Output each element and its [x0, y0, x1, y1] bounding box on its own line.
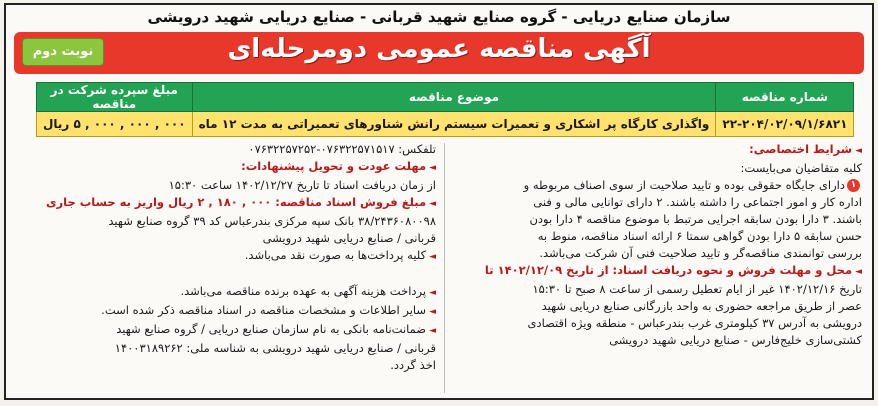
- text-line: [16, 230, 436, 247]
- line-text: تلفکس: ۰۷۶۳۲۲۵۷۱۵۱۷-۰۷۶۳۲۲۵۷۲۵۲: [248, 142, 436, 156]
- text-line: [435, 262, 862, 281]
- text-line: [435, 160, 862, 177]
- line-text: کلیه متقاضیان می‌بایست:: [740, 161, 862, 175]
- line-text: اداره کار و امور اجتماعی را داشته باشند. ۲ دارای توانایی مالی و فنی: [533, 195, 862, 209]
- text-line: [16, 213, 436, 230]
- bullet-arrow-icon: ◄: [429, 252, 436, 262]
- tender-subject: واگذاری کارگاه پر اشکاری و تعمیرات سیستم رانش شناورهای تعمیراتی به مدت ۱۲ ماه: [192, 112, 716, 137]
- line-text: ضمانت‌نامه بانکی به نام سازمان صنایع دریایی / گروه صنایع شهید: [116, 322, 427, 336]
- section-heading: مبلغ فروش اسناد مناقصه: ۰۰۰ , ۱۸۰ , ۲ ریال واریز به حساب جاری: [45, 195, 427, 209]
- line-text: دارای جایگاه حقوقی بوده و تایید صلاحیت از سوی اصناف مربوطه و: [523, 178, 845, 192]
- text-line: [16, 321, 436, 340]
- text-line: [16, 194, 436, 213]
- title-banner: [14, 32, 864, 74]
- line-text: از زمان دریافت اسناد تا تاریخ ۱۴۰۲/۱۲/۲۷ ساعت ۱۵:۳۰: [168, 178, 436, 192]
- text-line: [435, 211, 862, 228]
- line-text: قربانی / صنایع دریایی شهید درویشی به شناسه ملی: ۱۴۰۰۳۱۸۹۲۶۲: [114, 341, 436, 355]
- text-line: [16, 158, 436, 177]
- deposit-amount: ۰۰۰ , ۰۰۰ , ۰۰۰ , ۵ ریال: [37, 112, 193, 137]
- text-line: [16, 302, 436, 321]
- table-header-row: [37, 83, 854, 112]
- bullet-arrow-icon: ◄: [429, 199, 436, 209]
- line-text: عصر از طریق مراجعه حضوری به واحد بازرگانی صنایع دریایی شهید: [541, 299, 862, 313]
- line-text: حسن سابقه ۵ دارا بودن گواهی سمتا ۶ ارائه اسناد مناقصه، منوط به: [537, 229, 862, 243]
- tender-number: ۲۲-۲۰۴/۰۲/۰۹/۱/۶۸۲۱: [716, 112, 854, 137]
- line-text: باشند. ۳ دارا بودن سابقه اجرایی مرتبط با موضوع مناقصه ۴ دارا بودن: [529, 212, 862, 226]
- line-text: کلیه پرداخت‌ها به صورت نقد می‌باشد.: [244, 248, 427, 262]
- table-row: [37, 112, 854, 137]
- bullet-arrow-icon: ◄: [429, 163, 436, 173]
- tender-info-table: [36, 82, 854, 137]
- text-line: [16, 266, 436, 283]
- right-column: [435, 141, 862, 349]
- text-line: [16, 247, 436, 266]
- organization-line: سازمان صنایع دریایی - گروه صنایع شهید قربانی - صنایع دریایی شهید درویشی: [147, 8, 731, 26]
- left-column: [16, 141, 436, 374]
- line-text: پرداخت هزینه آگهی به عهده برنده مناقصه می‌باشد.: [180, 284, 427, 298]
- text-line: [435, 141, 862, 160]
- bullet-arrow-icon: ◄: [429, 288, 436, 298]
- line-text: کشتی‌سازی خلیج‌فارس - صنایع دریایی شهید درویشی: [609, 333, 862, 347]
- text-line: [16, 141, 436, 158]
- line-text: درویشی به آدرس ۳۷ کیلومتری غرب بندرعباس - منطقه ویژه اقتصادی: [527, 316, 862, 330]
- section-heading: مهلت عودت و تحویل پیشنهادات:: [241, 159, 427, 173]
- bullet-arrow-icon: ◄: [855, 267, 862, 277]
- text-line: [435, 315, 862, 332]
- text-line: [435, 228, 862, 245]
- text-line: [435, 177, 862, 194]
- line-text: [432, 267, 436, 281]
- line-text: ۳۸/۲۴۳۶۰۸۰۰۹۸ بانک سپه مرکزی بندرعباس کد ۳۹ گروه صنایع شهید: [108, 214, 436, 228]
- text-line: [435, 332, 862, 349]
- header-tender-number: شماره مناقصه: [716, 83, 854, 112]
- line-text: تاریخ ۱۴۰۲/۱۲/۱۶ غیر از ایام تعطیل رسمی از ساعت ۸ صبح تا ۱۵:۳۰: [532, 282, 862, 296]
- section-heading: محل و مهلت فروش و نحوه دریافت اسناد: از تاریخ ۱۴۰۲/۱۲/۰۹ تا: [484, 263, 853, 277]
- line-text: اخذ گردد.: [390, 358, 436, 372]
- line-text: سایر اطلاعات و مشخصات مناقصه در اسناد مناقصه ذکر شده است.: [101, 303, 427, 317]
- bullet-arrow-icon: ◄: [429, 307, 436, 317]
- header-tender-subject: موضوع مناقصه: [192, 83, 716, 112]
- round-badge: نوبت دوم: [22, 38, 104, 66]
- text-line: [16, 283, 436, 302]
- header-deposit: مبلغ سپرده شرکت در مناقصه: [37, 83, 193, 112]
- text-line: [435, 194, 862, 211]
- text-line: [435, 298, 862, 315]
- text-line: [16, 177, 436, 194]
- bullet-arrow-icon: ◄: [429, 326, 436, 336]
- text-line: [16, 340, 436, 357]
- text-line: [435, 281, 862, 298]
- tender-advertisement: [4, 3, 874, 400]
- bullet-arrow-icon: ◄: [855, 146, 862, 156]
- section-heading: شرایط اختصاصی:: [749, 142, 853, 156]
- page-title: آگهی مناقصه عمومی دومرحله‌ای: [227, 34, 651, 64]
- text-line: [16, 357, 436, 374]
- line-text: بررسی توانمندی مناقصه‌گر و تایید صلاحیت فنی آن شرکت می‌باشد.: [539, 246, 862, 260]
- item-number-badge: ۱: [847, 179, 860, 192]
- line-text: قربانی / صنایع دریایی شهید درویشی: [262, 231, 436, 245]
- text-line: [435, 245, 862, 262]
